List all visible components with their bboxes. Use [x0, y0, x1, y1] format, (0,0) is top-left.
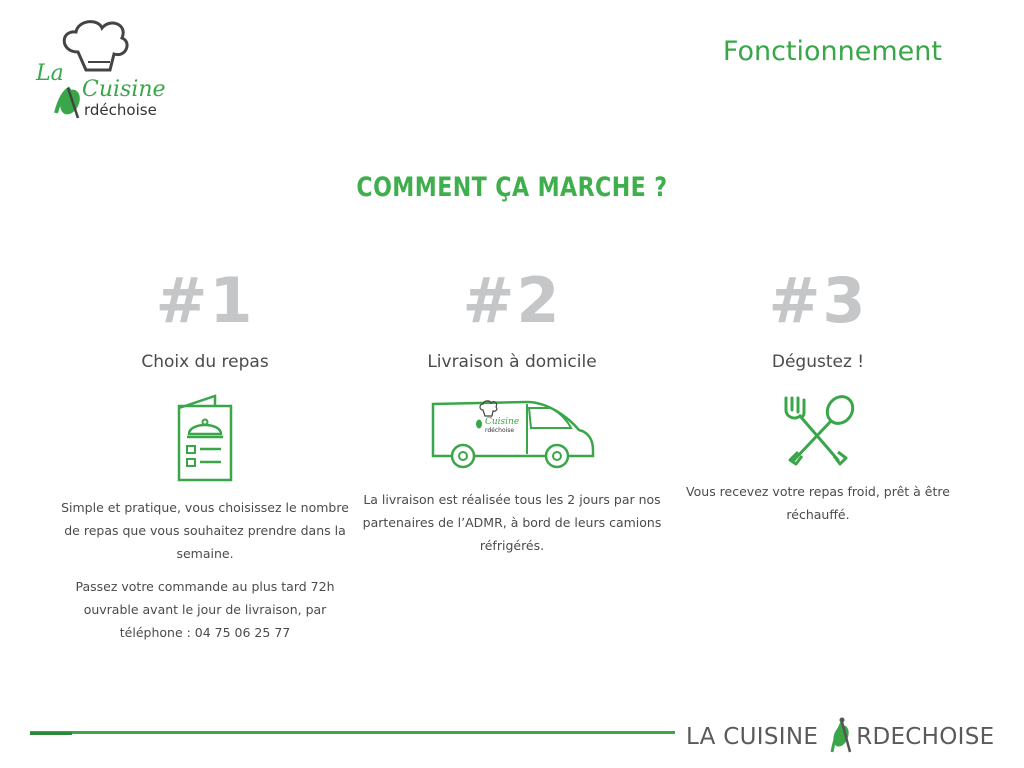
- footer-divider: [30, 731, 675, 734]
- footer-brand-left: LA CUISINE: [686, 724, 819, 750]
- step-number: #1: [155, 264, 255, 337]
- brand-logo: [30, 18, 190, 128]
- step-note: Passez votre commande au plus tard 72h ouvrable avant le jour de livraison, par téléphone : 04 75 06 25 77: [75, 579, 335, 640]
- step-title: Choix du repas: [141, 352, 269, 372]
- footer-brand-right: RDECHOISE: [856, 724, 995, 750]
- step-title: Livraison à domicile: [427, 352, 597, 372]
- a-leaf-icon: [828, 716, 854, 760]
- step-title: Dégustez !: [771, 352, 865, 372]
- logo-text-la: La: [36, 61, 64, 86]
- van-logo-text: Cuisine: [485, 417, 520, 427]
- fork-spoon-icon: [778, 394, 858, 466]
- step-description: Simple et pratique, vous choisissez le nombre de repas que vous souhaitez prendre dans la semaine.: [61, 500, 349, 561]
- footer-brand: [686, 716, 994, 760]
- headline: COMMENT ÇA MARCHE ?: [356, 172, 668, 203]
- step-2: [362, 264, 662, 557]
- footer-divider-accent: [30, 732, 72, 735]
- step-number: #3: [768, 264, 868, 337]
- chef-hat-logo-icon: [30, 18, 190, 128]
- logo-text-ardechoise: rdéchoise: [84, 101, 157, 119]
- step-description: La livraison est réalisée tous les 2 jours par nos partenaires de l’ADMR, à bord de leurs camions réfrigérés.: [362, 492, 662, 553]
- logo-text-cuisine: Cuisine: [82, 77, 166, 102]
- step-3: [668, 264, 968, 526]
- van-logo-subtext: rdéchoise: [485, 427, 515, 434]
- step-number: #2: [462, 264, 562, 337]
- delivery-van-icon: [427, 394, 597, 474]
- slide-title: Fonctionnement: [722, 36, 942, 67]
- step-description: Vous recevez votre repas froid, prêt à être réchauffé.: [686, 484, 950, 522]
- step-1: [55, 264, 355, 644]
- menu-card-icon: [175, 394, 235, 482]
